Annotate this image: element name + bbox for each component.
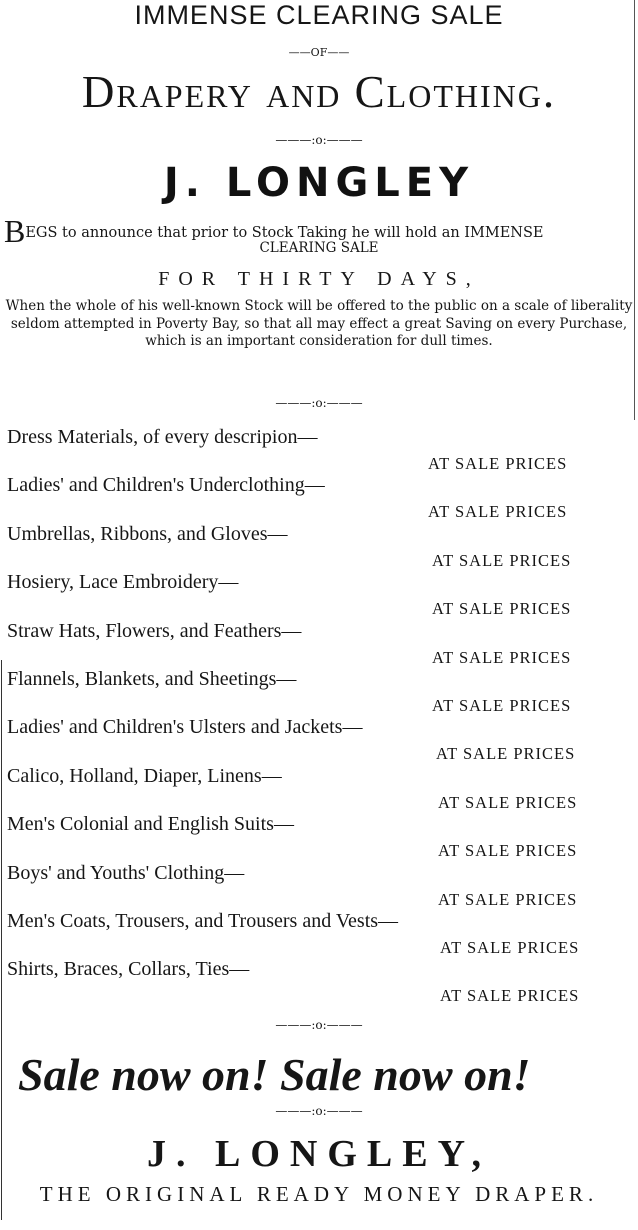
item-price: AT SALE PRICES: [438, 792, 578, 812]
item-price: AT SALE PRICES: [432, 647, 572, 667]
item-name: Umbrellas, Ribbons, and Gloves—: [7, 522, 288, 545]
merchant-name: J. LONGLEY: [163, 160, 475, 206]
announcement-line-1-text: EGS to announce that prior to Stock Taking he will hold an IMMENSE: [25, 225, 544, 241]
item-price: AT SALE PRICES: [440, 986, 580, 1006]
merchant-name-footer: J. LONGLEY,: [146, 1133, 492, 1175]
item-price: AT SALE PRICES: [432, 550, 572, 570]
merchant-tagline: THE ORIGINAL READY MONEY DRAPER.: [39, 1182, 599, 1206]
left-border-rule: [1, 660, 2, 1220]
item-price: AT SALE PRICES: [432, 599, 572, 619]
item-name: Dress Materials, of every descripion—: [7, 426, 318, 448]
headline: IMMENSE CLEARING SALE: [134, 0, 504, 30]
item-name: Flannels, Blankets, and Sheetings—: [7, 668, 297, 690]
item-price: AT SALE PRICES: [428, 502, 568, 522]
item-price: AT SALE PRICES: [440, 938, 580, 957]
divider-first: ———:o:———: [275, 133, 363, 147]
item-name: Boys' and Youths' Clothing—: [7, 861, 245, 884]
item-price: AT SALE PRICES: [428, 454, 568, 473]
sale-slogan: Sale now on! Sale now on!: [18, 1049, 531, 1100]
item-price: AT SALE PRICES: [438, 841, 578, 861]
item-name: Calico, Holland, Diaper, Linens—: [7, 764, 282, 787]
item-name: Ladies' and Children's Underclothing—: [7, 474, 325, 497]
item-name: Shirts, Braces, Collars, Ties—: [7, 958, 250, 981]
item-price: AT SALE PRICES: [438, 889, 578, 909]
sale-duration: FOR THIRTY DAYS,: [158, 268, 480, 290]
item-name: Hosiery, Lace Embroidery—: [7, 571, 239, 594]
divider-third: ———:o:———: [275, 1018, 363, 1032]
of-separator: ——OF——: [288, 46, 350, 59]
item-name: Men's Coats, Trousers, and Trousers and Vests—: [7, 910, 399, 932]
item-name: Straw Hats, Flowers, and Feathers—: [7, 619, 302, 642]
right-border-rule: [634, 0, 635, 420]
item-name: Ladies' and Children's Ulsters and Jackets—: [7, 716, 363, 739]
main-title: Drapery and Clothing.: [81, 67, 557, 117]
divider-second: ———:o:———: [275, 396, 363, 410]
announcement-paragraph: When the whole of his well-known Stock will be offered to the public on a scale of liberality seldom attempted in Poverty Bay, so that all may effect a great Saving on every Purchase, which is an important consideration for dull times.: [5, 298, 633, 349]
item-price: AT SALE PRICES: [432, 696, 572, 715]
drop-cap: B: [4, 213, 26, 249]
item-name: Men's Colonial and English Suits—: [7, 813, 294, 836]
divider-fourth: ———:o:———: [275, 1104, 363, 1118]
item-price: AT SALE PRICES: [436, 744, 576, 764]
announcement-line-2: CLEARING SALE: [259, 240, 379, 256]
